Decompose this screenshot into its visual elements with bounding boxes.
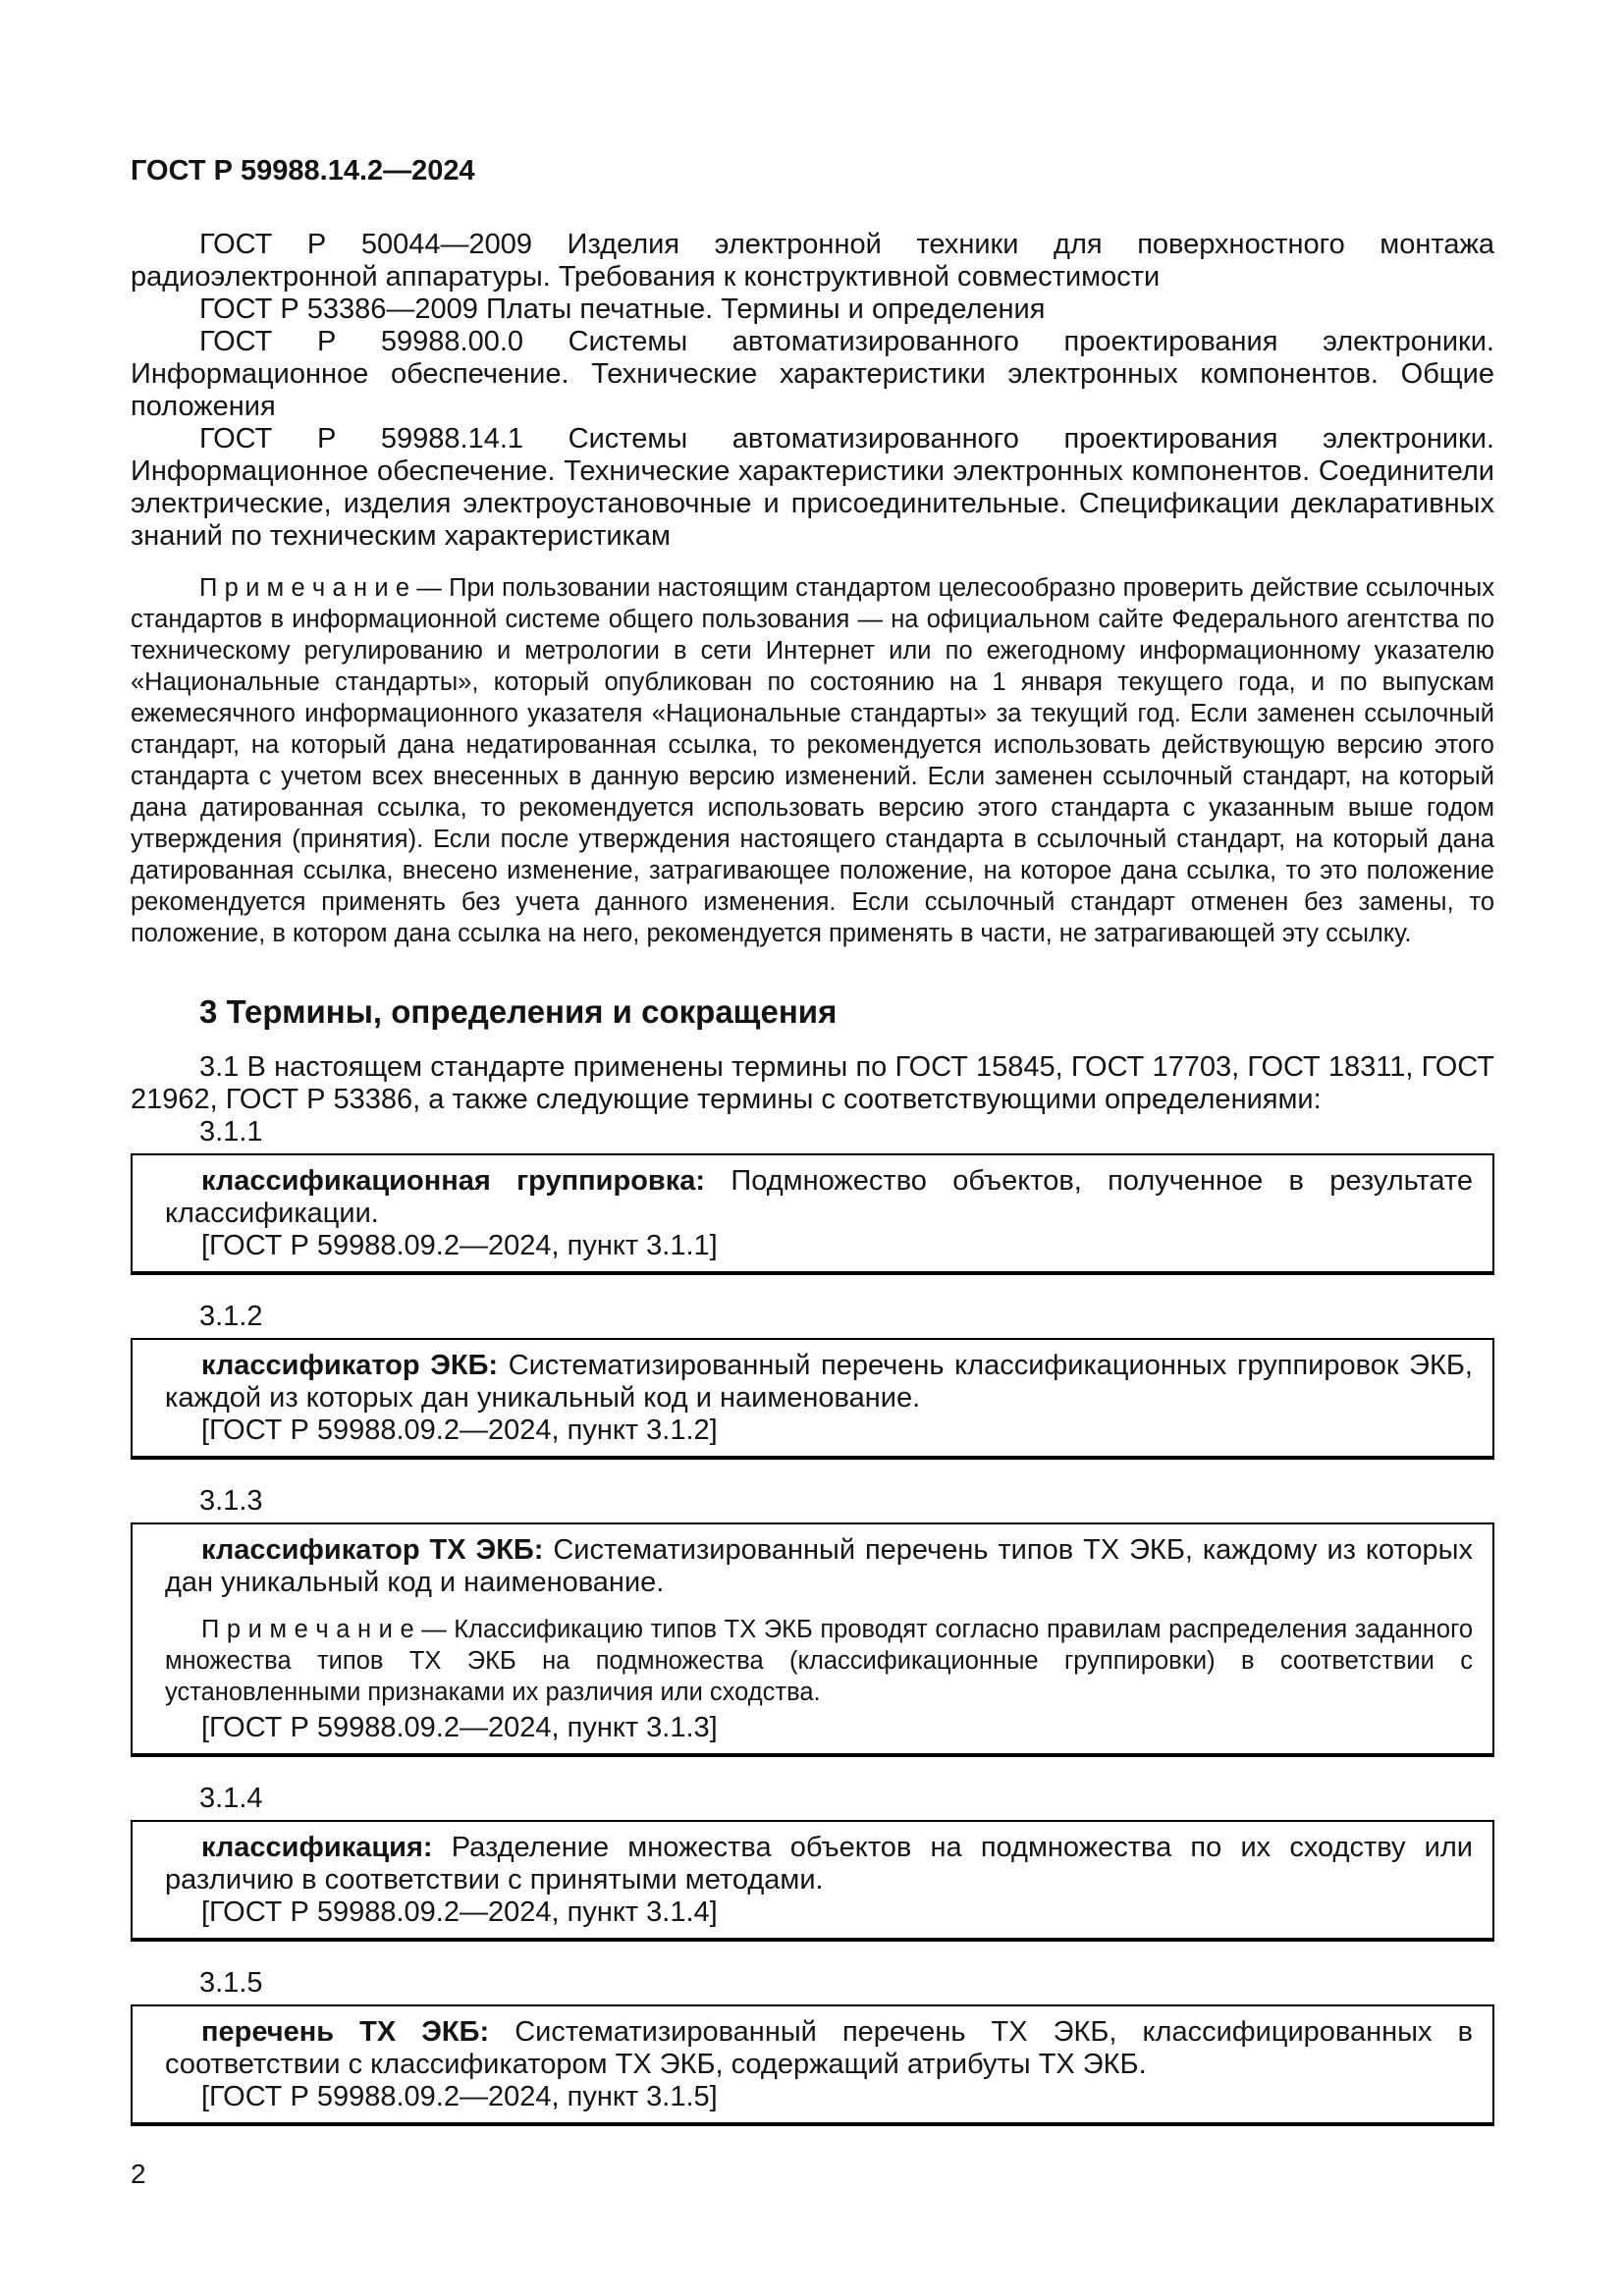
term-name: классификационная группировка: <box>201 1165 706 1197</box>
reference-paragraph: ГОСТ Р 59988.00.0 Системы автоматизированного проектирования электроники. Информационное обеспечение. Технические характеристики электронных компонентов. Общие положения <box>131 326 1494 422</box>
term-definition: Подмножество объектов, полученное в результате классификации. <box>165 1165 1474 1229</box>
term-number: 3.1.4 <box>199 1783 263 1814</box>
term-note: П р и м е ч а н и е — Классификацию типов ТХ ЭКБ проводят согласно правилам распределения заданного множества типов ТХ ЭКБ на подмножества (классификационные группировки) в соответствии с установленными признаками их различия или сходства. <box>165 1616 1473 1706</box>
term-number: 3.1.3 <box>199 1485 263 1517</box>
document-header: ГОСТ Р 59988.14.2—2024 <box>131 155 475 187</box>
term-number: 3.1.1 <box>199 1116 263 1148</box>
term-name: классификатор ТХ ЭКБ: <box>201 1534 544 1566</box>
term-definition-paragraph <box>165 2016 1473 2081</box>
term-source: [ГОСТ Р 59988.09.2—2024, пункт 3.1.4] <box>201 1896 718 1928</box>
reference-paragraph: ГОСТ Р 50044—2009 Изделия электронной техники для поверхностного монтажа радиоэлектронной аппаратуры. Требования к конструктивной совместимости <box>131 229 1494 293</box>
term-source: [ГОСТ Р 59988.09.2—2024, пункт 3.1.3] <box>201 1712 718 1743</box>
term-source: [ГОСТ Р 59988.09.2—2024, пункт 3.1.1] <box>201 1230 718 1261</box>
term-name: классификация: <box>201 1832 433 1863</box>
page-content <box>131 154 1494 2190</box>
term-box <box>131 1338 1494 1460</box>
term-box <box>131 1522 1494 1757</box>
term-box <box>131 1820 1494 1942</box>
references-note: П р и м е ч а н и е — При пользовании настоящим стандартом целесообразно проверить действие ссылочных стандартов в информационной системе общего пользования — на официальном сайте Федерального агентства по техническому регулированию и метрологии в сети Интернет или по ежегодному информационному указателю «Национальные стандарты», который опубликован по состоянию на 1 января текущего года, и по выпускам ежемесячного информационного указателя «Национальные стандарты» за текущий год. Если заменен ссылочный стандарт, на который дана недатированная ссылка, то рекомендуется использовать действующую версию этого стандарта с учетом всех внесенных в данную версию изменений. Если заменен ссылочный стандарт, на который дана датированная ссылка, то рекомендуется использовать версию этого стандарта с указанным выше годом утверждения (принятия). Если после утверждения настоящего стандарта в ссылочный стандарт, на который дана датированная ссылка, внесено изменение, затрагивающее положение, на которое дана ссылка, то это положение рекомендуется применять без учета данного изменения. Если ссылочный стандарт отменен без замены, то положение, в котором дана ссылка на него, рекомендуется применять в части, не затрагивающей эту ссылку. <box>131 574 1494 947</box>
term-box <box>131 1153 1494 1275</box>
term-box <box>131 2004 1494 2126</box>
term-definition-paragraph <box>165 1534 1473 1599</box>
term-source: [ГОСТ Р 59988.09.2—2024, пункт 3.1.2] <box>201 1415 718 1446</box>
term-definition-paragraph <box>165 1350 1473 1415</box>
term-name: перечень ТХ ЭКБ: <box>201 2016 490 2048</box>
term-definition: Систематизированный перечень ТХ ЭКБ, классифицированных в соответствии с классификатором ТХ ЭКБ, содержащий атрибуты ТХ ЭКБ. <box>165 2016 1473 2080</box>
term-definition: Разделение множества объектов на подмножества по их сходству или различию в соответствии с принятыми методами. <box>165 1832 1474 1896</box>
term-definition-paragraph <box>165 1832 1473 1896</box>
term-number: 3.1.2 <box>199 1301 263 1332</box>
term-name: классификатор ЭКБ: <box>201 1350 499 1381</box>
term-definition-paragraph <box>165 1165 1473 1230</box>
clause-intro: 3.1 В настоящем стандарте применены термины по ГОСТ 15845, ГОСТ 17703, ГОСТ 18311, ГОСТ 21962, ГОСТ Р 53386, а также следующие термины с соответствующими определениями: <box>131 1051 1494 1115</box>
reference-paragraph: ГОСТ Р 53386—2009 Платы печатные. Термины и определения <box>199 294 1046 325</box>
term-source: [ГОСТ Р 59988.09.2—2024, пункт 3.1.5] <box>201 2081 718 2112</box>
term-number: 3.1.5 <box>199 1967 263 1999</box>
reference-paragraph: ГОСТ Р 59988.14.1 Системы автоматизированного проектирования электроники. Информационное обеспечение. Технические характеристики электронных компонентов. Соединители электрические, изделия электроустановочные и присоединительные. Спецификации декларативных знаний по техническим характеристикам <box>131 423 1494 552</box>
section-heading: 3 Термины, определения и сокращения <box>199 993 838 1030</box>
term-definition: Систематизированный перечень типов ТХ ЭКБ, каждому из которых дан уникальный код и наименование. <box>165 1534 1473 1598</box>
term-definition: Систематизированный перечень классификационных группировок ЭКБ, каждой из которых дан уникальный код и наименование. <box>165 1350 1473 1414</box>
page-number: 2 <box>131 2159 146 2189</box>
